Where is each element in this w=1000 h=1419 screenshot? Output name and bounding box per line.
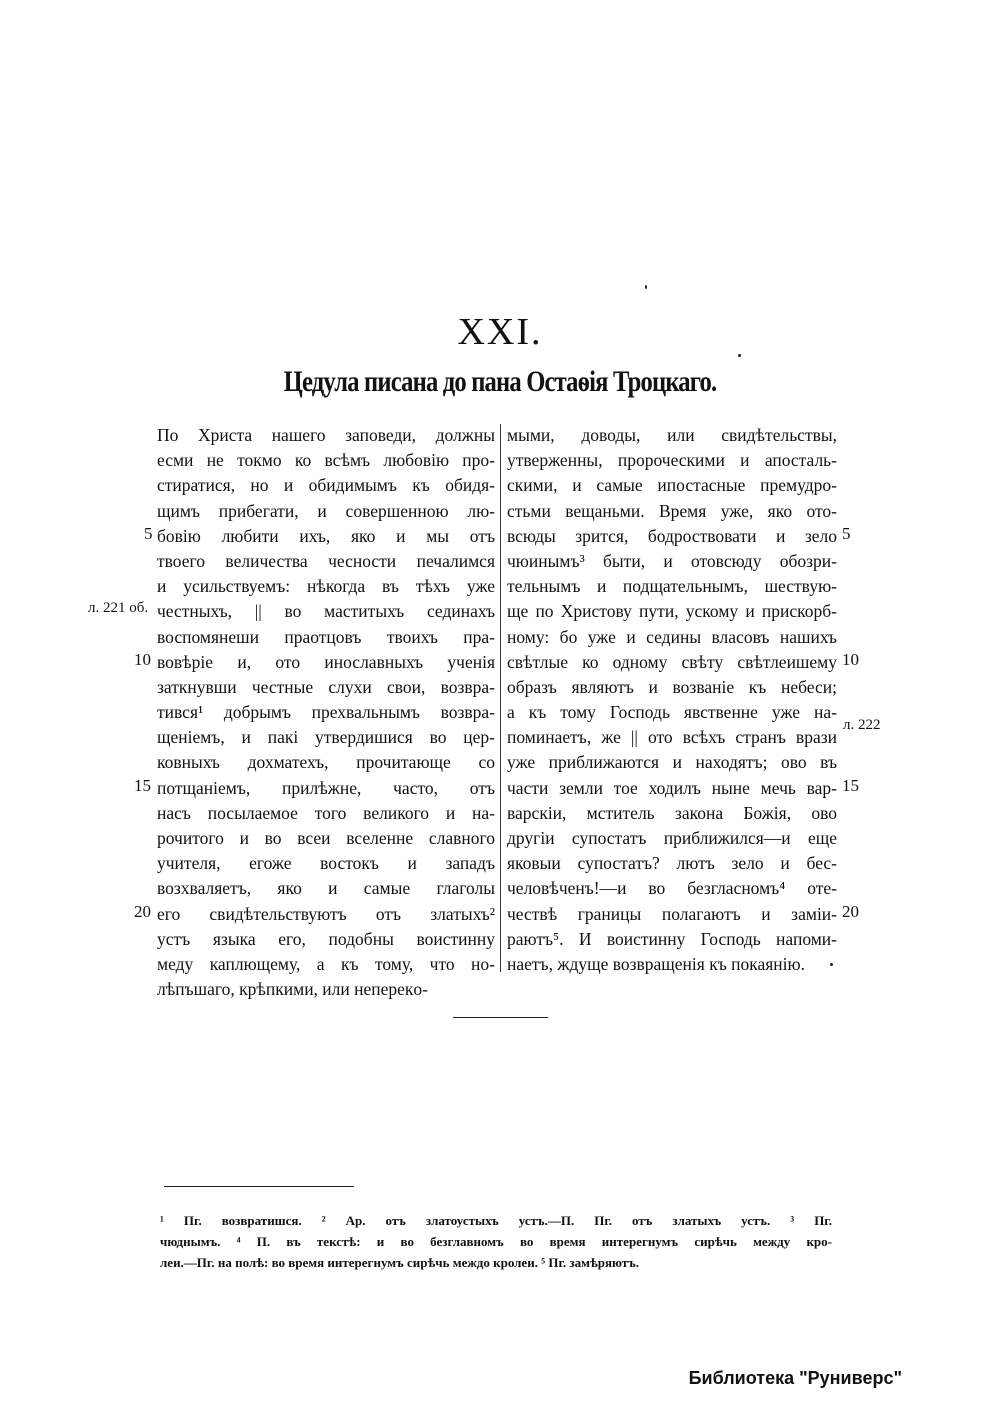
text-line: воспомянеши праотцовъ твоихъ пра- xyxy=(157,626,495,647)
text-line: щимъ прибегати, и совершенною лю- xyxy=(157,500,495,521)
text-line: заткнувши честные слухи свои, возвра- xyxy=(157,676,495,697)
text-line: другіи супостатъ приближился—и еще xyxy=(507,828,837,848)
footnote-line: леи.—Пг. на полѣ: во время интерегнумъ сирѣчь междо кролеи. ⁵ Пг. замѣряютъ. xyxy=(160,1255,640,1270)
text-line: наетъ, ждуще возвращенія къ покаянію. xyxy=(507,953,805,974)
text-line: поминаетъ, же || ото всѣхъ странъ врази xyxy=(507,727,837,748)
footnote-line: ¹ Пг. возвратишся. ² Ар. отъ златоустыхъ устъ.—П. Пг. отъ златыхъ устъ. ³ Пг. xyxy=(160,1213,832,1228)
column-divider xyxy=(500,424,501,972)
text-line: вовѣріе и, ото инославныхъ ученія xyxy=(157,651,495,672)
line-number: 10 xyxy=(134,650,151,669)
speck-dot xyxy=(645,285,647,289)
text-line: насъ посылаемое того великого и на- xyxy=(157,802,495,823)
text-line: тельнымъ и подщательнымъ, шествую- xyxy=(507,576,837,597)
text-line: чюинымъ³ быти, и отовсюду обозри- xyxy=(507,550,837,571)
text-line: всюды зрится, бодроствовати и зело xyxy=(507,525,837,546)
text-line: меду каплющему, а къ тому, что но- xyxy=(157,953,495,974)
text-line: раютъ⁵. И воистинну Господь напоми- xyxy=(507,928,837,949)
text-line: возхваляетъ, яко и самые глаголы xyxy=(157,878,495,899)
line-number: 5 xyxy=(842,524,851,543)
text-line: его свидѣтельствуютъ отъ златыхъ² xyxy=(157,903,495,924)
text-line: варскіи, мститель закона Божія, ово xyxy=(507,802,837,823)
text-line: утверженны, пророческими и апосталь- xyxy=(507,450,837,471)
line-number: 20 xyxy=(134,902,151,921)
text-line: а къ тому Господь явственне уже на- xyxy=(507,702,837,723)
text-line: ному: бо уже и седины власовъ нашихъ xyxy=(507,626,837,647)
right-text-column xyxy=(507,423,837,977)
text-line: человѣченъ!—и во безгласномъ⁴ оте- xyxy=(507,878,837,899)
left-text-column xyxy=(157,423,495,1002)
text-line: честныхъ, || во маститыхъ сединахъ xyxy=(157,601,495,622)
text-line: ковныхъ дохматехъ, прочитающе со xyxy=(157,752,495,773)
text-line: стиратися, но и обидимымъ къ обидя- xyxy=(157,475,495,496)
text-line: тився¹ добрымъ прехвальнымъ возвра- xyxy=(157,702,495,723)
chapter-title: Цедула писана до пана Остаѳія Троцкаго. xyxy=(283,365,717,398)
text-line: лѣпъшаго, крѣпкими, или неперекo- xyxy=(157,979,429,1000)
text-line: свѣтлые ко одному свѣту свѣтлеишему xyxy=(507,651,837,672)
text-line: учителя, егоже востокъ и западъ xyxy=(157,853,495,874)
text-line: скими, и самые ипостасные премудро- xyxy=(507,475,837,496)
line-number: 15 xyxy=(134,776,151,795)
text-line: уже приближаются и находятъ; ово въ xyxy=(507,752,837,773)
line-number: 20 xyxy=(842,902,859,921)
text-line: ще по Христову пути, ускому и прискорб- xyxy=(507,601,837,622)
speck-dot xyxy=(738,354,741,357)
text-line: яковыи супостатъ? лютъ зело и бес- xyxy=(507,853,837,874)
chapter-number: XXI. xyxy=(457,311,543,353)
folio-marker: л. 222 xyxy=(843,717,881,733)
text-line: чествѣ границы полагаютъ и заміи- xyxy=(507,903,837,924)
text-line: потщаніемъ, прилѣжне, часто, отъ xyxy=(157,777,495,798)
text-line: части земли тое ходилъ ныне мечь вар- xyxy=(507,777,837,798)
footnotes xyxy=(160,1210,832,1273)
text-line: устъ языка его, подобны воистинну xyxy=(157,928,495,949)
text-line: твоего величества чесности печалимся xyxy=(157,550,495,571)
library-watermark: Библиотека "Руниверс" xyxy=(688,1368,902,1388)
line-number: 15 xyxy=(842,776,859,795)
text-line: образъ являютъ и возваніе къ небеси; xyxy=(507,676,837,697)
folio-marker: л. 221 об. xyxy=(88,600,149,616)
footnote-rule xyxy=(164,1186,354,1187)
text-line: бовію любити ихъ, яко и мы отъ xyxy=(157,525,495,546)
footnote-line: чюднымъ. ⁴ П. въ текстѣ: и во безглавномъ во время интерегнумъ сирѣчь между кро- xyxy=(160,1234,832,1249)
text-line: есми не токмо ко всѣмъ любовію про- xyxy=(157,450,495,471)
text-line: щеніемъ, и пакі утвердишися во цер- xyxy=(157,727,495,748)
speck-dot xyxy=(830,963,833,966)
text-line: стьми вещаньми. Время уже, яко ото- xyxy=(507,500,837,521)
section-end-rule xyxy=(453,1017,548,1018)
text-line: и усильствуемъ: нѣкогда въ тѣхъ уже xyxy=(157,576,495,597)
text-line: По Христа нашего заповеди, должны xyxy=(157,425,495,445)
line-number: 5 xyxy=(144,524,153,543)
text-line: мыми, доводы, или свидѣтельствы, xyxy=(507,425,837,445)
text-line: рочитого и во всеи вселенне славного xyxy=(157,828,495,848)
line-number: 10 xyxy=(842,650,859,669)
